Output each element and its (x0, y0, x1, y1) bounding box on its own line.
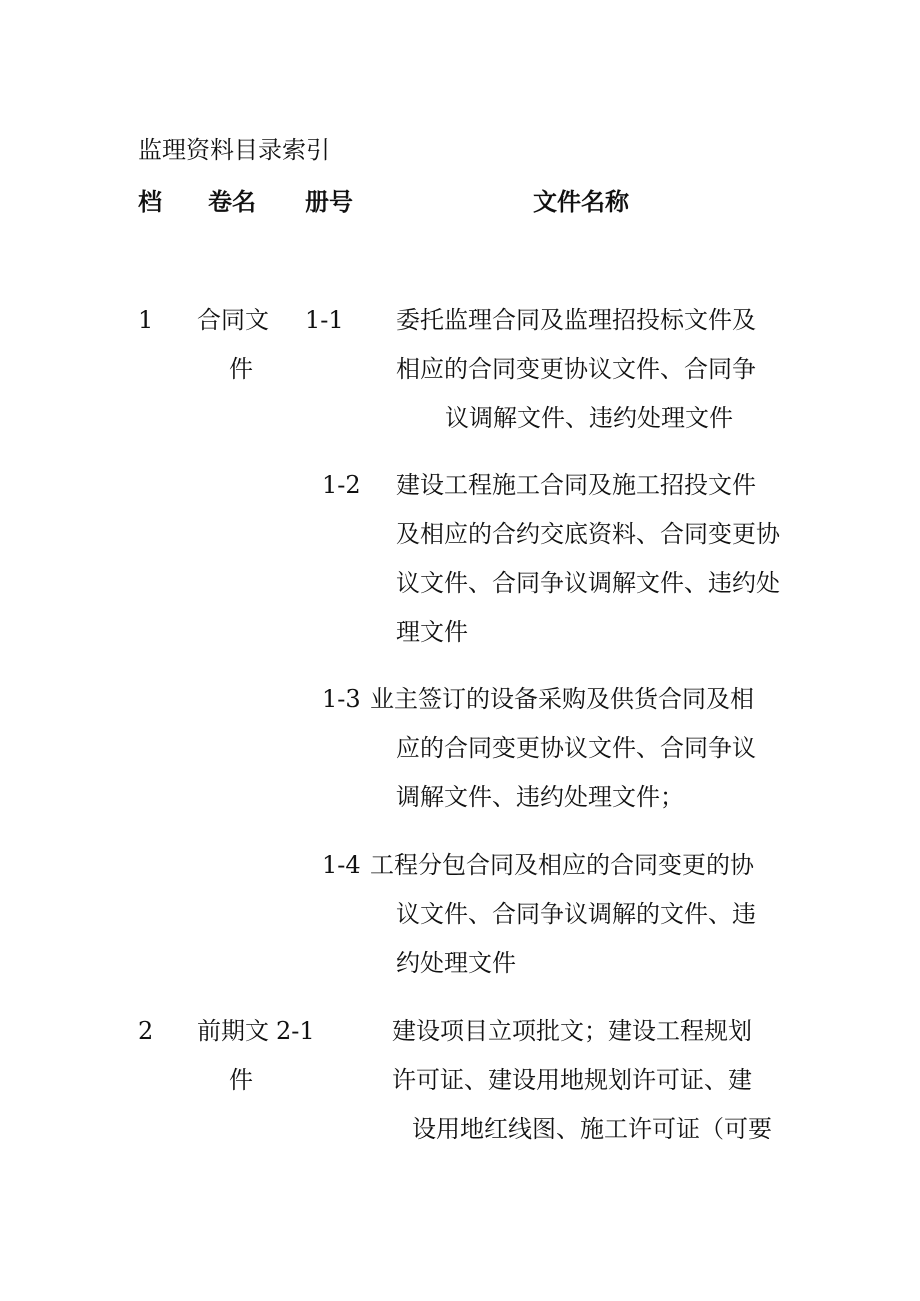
row-number: 2 (138, 1017, 154, 1045)
volume-name-line: 件 (229, 1066, 253, 1094)
volume-name-line: 件 (229, 355, 253, 383)
file-name-line: 议文件、合同争议调解的文件、违 (396, 900, 756, 928)
file-name-line: 委托监理合同及监理招投标文件及 (396, 306, 756, 334)
volume-name-line: 前期文 (197, 1017, 269, 1045)
file-name-line: 许可证、建设用地规划许可证、建 (392, 1066, 752, 1094)
row-number: 1 (138, 306, 154, 334)
file-name-line: 应的合同变更协议文件、合同争议 (396, 734, 756, 762)
file-name-line: 工程分包合同及相应的合同变更的协 (370, 851, 754, 879)
document-title: 监理资料目录索引 (138, 136, 330, 164)
header-file-name: 文件名称 (533, 188, 629, 216)
file-name-line: 议调解文件、违约处理文件 (445, 404, 733, 432)
file-name-line: 调解文件、违约处理文件； (396, 783, 684, 811)
file-name-line: 建设项目立项批文；建设工程规划 (392, 1017, 752, 1045)
header-volume-name: 卷名 (208, 188, 256, 216)
file-name-line: 及相应的合约交底资料、合同变更协 (396, 520, 780, 548)
file-name-line: 相应的合同变更协议文件、合同争 (396, 355, 756, 383)
book-code: 1-3 (322, 685, 361, 713)
book-code: 2-1 (276, 1017, 315, 1045)
header-archive-no: 档 (138, 188, 162, 216)
volume-name-line: 合同文 (197, 306, 269, 334)
file-name-line: 业主签订的设备采购及供货合同及相 (370, 685, 754, 713)
file-name-line: 设用地红线图、施工许可证（可要 (412, 1115, 772, 1143)
book-code: 1-1 (305, 306, 344, 334)
file-name-line: 理文件 (396, 618, 468, 646)
book-code: 1-4 (322, 851, 361, 879)
file-name-line: 建设工程施工合同及施工招投文件 (396, 471, 756, 499)
file-name-line: 议文件、合同争议调解文件、违约处 (396, 569, 780, 597)
file-name-line: 约处理文件 (396, 949, 516, 977)
header-book-no: 册号 (305, 188, 353, 216)
book-code: 1-2 (322, 471, 361, 499)
